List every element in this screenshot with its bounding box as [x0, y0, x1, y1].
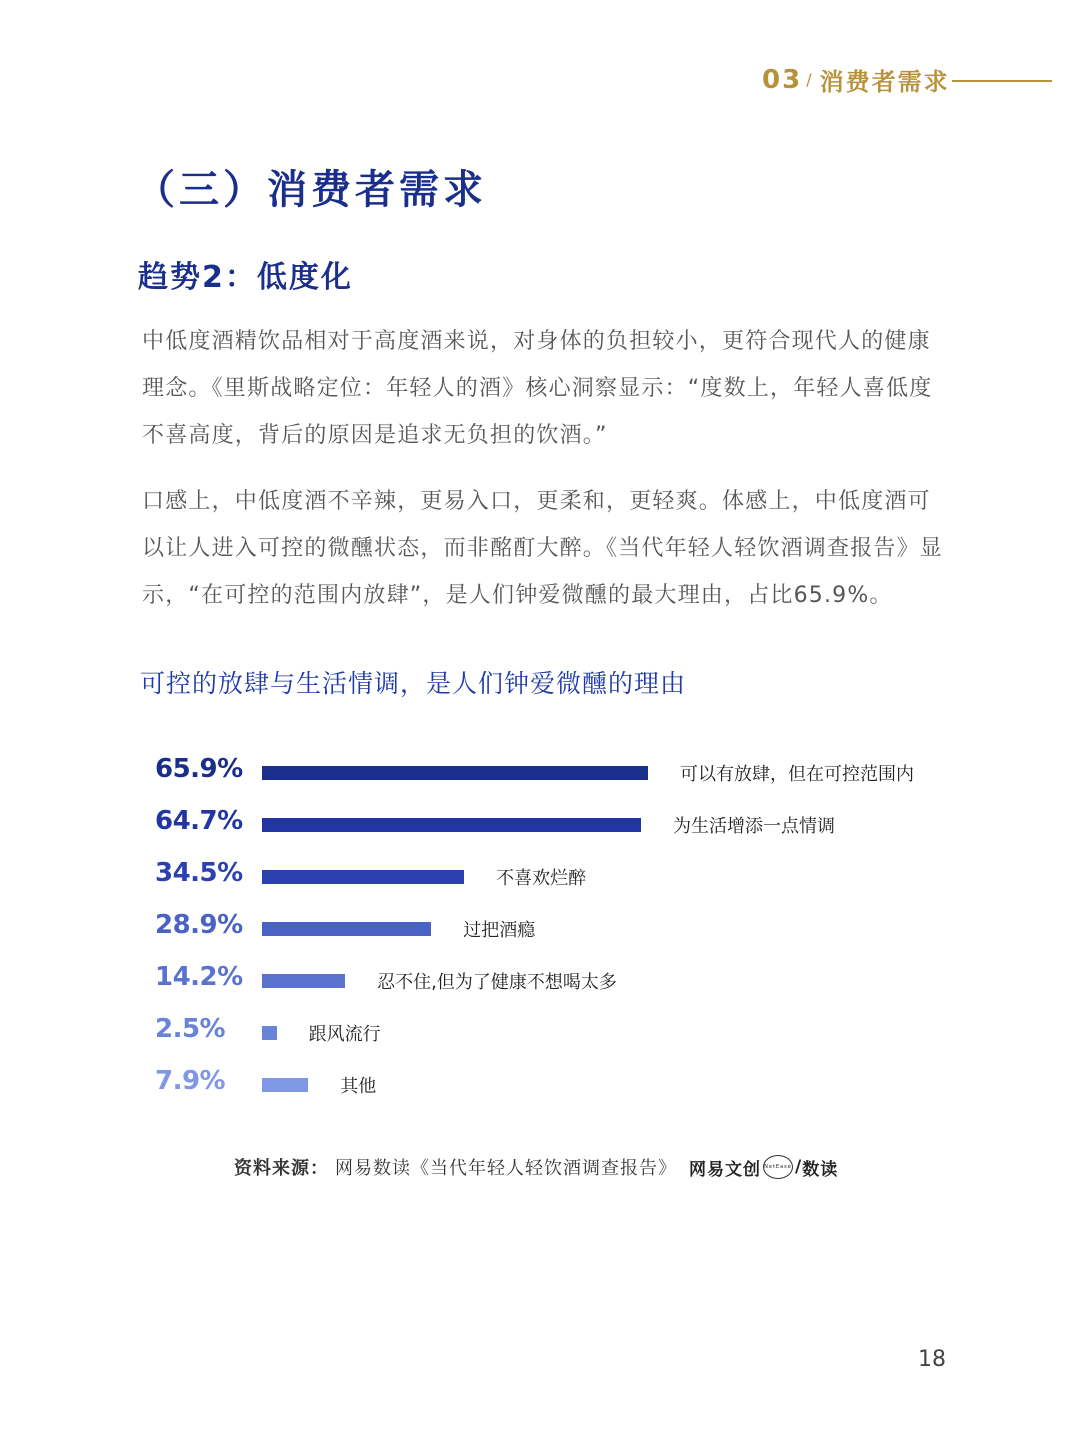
bar-row [0, 750, 1080, 790]
page-number: 18 [918, 1347, 946, 1372]
paragraph-1: 中低度酒精饮品相对于高度酒来说，对身体的负担较小，更符合现代人的健康理念。《里斯战略定位：年轻人的酒》核心洞察显示：“度数上，年轻人喜低度不喜高度，背后的原因是追求无负担的饮酒。” [142, 329, 933, 448]
bar-category-label: 可以有放肆，但在可控范围内 [680, 764, 914, 785]
logo-ring-icon: NetEase [763, 1155, 793, 1179]
bar [262, 974, 345, 988]
source-label: 资料来源： [234, 1158, 329, 1179]
section-title: （三）消费者需求 [135, 167, 487, 213]
bar-value-label: 14.2% [155, 962, 243, 992]
bar-row [0, 1062, 1080, 1102]
netease-logo [689, 1155, 838, 1180]
bar-value-label: 28.9% [155, 910, 243, 940]
bar-category-label: 不喜欢烂醉 [496, 868, 587, 889]
source-text: 网易数读《当代年轻人轻饮酒调查报告》 [335, 1158, 677, 1179]
bar-row [0, 906, 1080, 946]
bar-category-label: 过把酒瘾 [463, 920, 536, 941]
bar-row [0, 1010, 1080, 1050]
source-note [234, 1154, 838, 1180]
bar-value-label: 34.5% [155, 858, 243, 888]
bar-chart [0, 750, 1080, 1110]
logo-separator: / [795, 1157, 803, 1177]
bar-category-label: 为生活增添一点情调 [672, 816, 835, 837]
bar-row [0, 854, 1080, 894]
bar-value-label: 2.5% [155, 1014, 226, 1044]
chapter-label: 消费者需求 [819, 68, 950, 96]
bar [262, 1078, 308, 1092]
bar-category-label: 忍不住,但为了健康不想喝太多 [377, 972, 617, 993]
bar-row [0, 958, 1080, 998]
trend-title: 趋势2：低度化 [138, 260, 353, 295]
bar-value-label: 65.9% [155, 754, 243, 784]
bar-value-label: 7.9% [155, 1066, 226, 1096]
header-divider [952, 80, 1052, 82]
bar-category-label: 跟风流行 [308, 1024, 381, 1045]
bar-category-label: 其他 [340, 1076, 377, 1097]
bar-value-label: 64.7% [155, 806, 243, 836]
logo-text-a: 网易文创 [689, 1159, 761, 1180]
bar [262, 922, 431, 936]
logo-text-b: 数读 [802, 1159, 839, 1180]
paragraph-2: 口感上，中低度酒不辛辣，更易入口，更柔和，更轻爽。体感上，中低度酒可以让人进入可控的微醺状态，而非酩酊大醉。《当代年轻人轻饮酒调查报告》显示，“在可控的范围内放肆”，是人们钟爱微醺的最大理由，占比65.9%。 [142, 489, 944, 608]
bar-row [0, 802, 1080, 842]
bar [262, 870, 464, 884]
chart-title: 可控的放肆与生活情调，是人们钟爱微醺的理由 [140, 669, 687, 698]
bar [262, 1026, 277, 1040]
bar [262, 766, 648, 780]
chapter-slash: / [806, 70, 814, 89]
header-tag [762, 62, 950, 97]
chapter-number: 03 [762, 64, 803, 95]
bar [262, 818, 641, 832]
